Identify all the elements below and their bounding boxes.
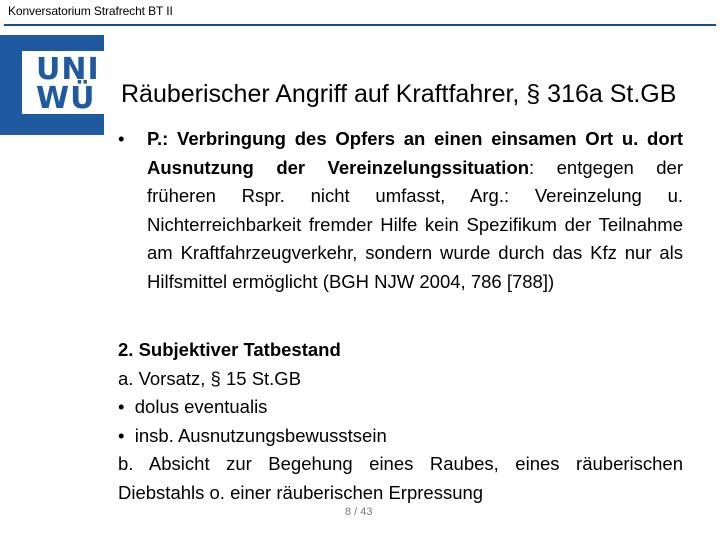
section-heading: 2. Subjektiver Tatbestand [118, 339, 341, 360]
bullet-marker: • [118, 424, 135, 446]
course-header: Konversatorium Strafrecht BT II [8, 4, 173, 18]
list-item-2 [118, 422, 683, 451]
header-divider [4, 24, 716, 26]
bullet-bold-text: P.: Verbringung des Opfers an einen einsamen Ort u. dort Ausnutzung der Vereinzelungssituation [147, 128, 683, 178]
bullet-marker: • [118, 396, 135, 417]
list-item-2-text: insb. Ausnutzungsbewusstsein [134, 424, 387, 446]
slide-title: Räuberischer Angriff auf Kraftfahrer, § 316a St.GB [121, 80, 677, 108]
bullet-marker: • [118, 128, 125, 149]
bullet-text [147, 125, 683, 296]
logo-text-line-1: UNI [36, 52, 100, 87]
bullet-item [118, 125, 683, 296]
bullet-point-block [118, 125, 683, 296]
list-item-1 [118, 393, 683, 422]
bullet-rest-text: : entgegen der früheren Rspr. nicht umfasst, Arg.: Vereinzelung u. Nichterreichbarkeit fremder Hilfe kein Spezifikum der Teilnahme am Kraftfahrzeugverkehr, sondern wurde durch das Kfz nur als Hilfsmittel ermöglicht (BGH NJW 2004, 786 [788]) [147, 156, 683, 292]
list-item-1-text: dolus eventualis [134, 396, 268, 417]
line-b-purpose: b. Absicht zur Begehung eines Raubes, eines räuberischen Diebstahls o. einer räuberischen Erpressung [118, 453, 683, 503]
logo-text-line-2: WÜ [36, 81, 96, 116]
subjective-elements-section [118, 336, 683, 507]
line-a-intent: a. Vorsatz, § 15 St.GB [118, 367, 302, 389]
page-number: 8 / 43 [345, 506, 373, 518]
